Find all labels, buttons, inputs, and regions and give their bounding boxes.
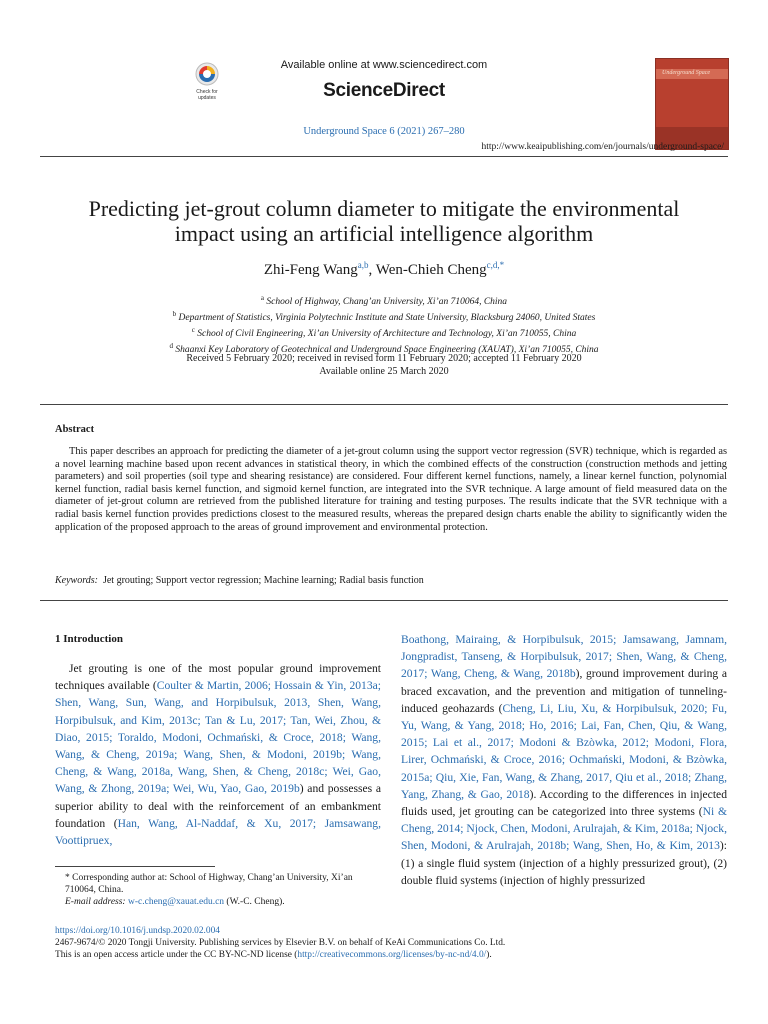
abstract-body: This paper describes an approach for predicting the diameter of a jet-grout column using the support vector regression (SVR) technique, which is regarded as a novel learning machine based upon recent advances in statistical theory, in which the combined effects of the construction (construction methods and jetting parameters) and soil properties (soil type and shearing resistance) are considered. Four different kernel functions, namely, a linear kernel function, polynomial kernel function, radial basis kernel function, and sigmoid kernel function, are integrated into the SVR technique. A large amount of field measured data on the diameter of jet-grout column are retrieved from the published literature for training and testing purposes. The results indicate that the SVR technique with a radial basis kernel function provides predictions closest to the measured results, whereas the prepared design charts enable the ability to significantly widen the application of the proposed approach to the areas of ground improvement and environmental protection. bbox=[55, 446, 727, 533]
citation-link[interactable]: Cheng, Li, Liu, Xu, & Horpibulsuk, 2020; Fu, Yu, Wang, & Yang, 2018; Ho, 2016; Lai, Fan, Chen, Qiu, & Wang, 2015; Lai et al., 2017; Modoni & Bzòwka, 2012; Modoni, Flora, Lirer, Ochmański, & Croce, 2016; Ochmański, Modoni, & Bzòwka, 2015a; Qiu, Xie, Fan, Wang, & Zhang, 2017, Qiu et al., 2018; Zhang, Yang, Zhang, & Gao, 2018 bbox=[401, 701, 727, 801]
publication-info bbox=[55, 925, 735, 961]
available-online-text: Available online at www.sciencedirect.com bbox=[280, 59, 488, 71]
header-divider bbox=[40, 156, 728, 157]
affiliation-line: $^b$ Department of Statistics, Virginia Polytechnic Institute and State University, Blacksburg 24060, United States bbox=[172, 310, 596, 324]
doi-link[interactable]: https://doi.org/10.1016/j.undsp.2020.02.004 bbox=[55, 926, 220, 936]
author-name[interactable]: Wen-Chieh Cheng bbox=[375, 262, 487, 278]
section-heading: 1 Introduction bbox=[55, 633, 123, 645]
author-affiliation-marker[interactable]: a,b bbox=[357, 260, 369, 270]
citation-link[interactable]: Coulter & Martin, 2006; Hossain & Yin, 2013a; Shen, Wang, Sun, Wang, and Horpibulsuk, 2013, Shen, Wang, Horpibulsuk, and Kim, 2013c; Tan & Lu, 2017; Tan, Wei, Zhou, & Diao, 2015; Toraldo, Modoni, Ochmański, & Croce, 2018; Wang, Wang, & Cheng, 2019a; Wang, Shen, & Modoni, 2019b; Wang, Cheng, & Wang, 2018a, Wang, Shen, & Cheng, 2018c; Wei, Gao, Wang, & Zhong, 2019a; Wei, Wu, Yao, Gao, 2019b bbox=[55, 679, 382, 796]
abstract-heading: Abstract bbox=[55, 424, 95, 435]
publisher-name: ScienceDirect bbox=[323, 80, 445, 101]
keywords-divider bbox=[40, 600, 728, 601]
corresponding-author-marker[interactable]: * bbox=[499, 260, 505, 270]
cover-title: Underground Space bbox=[662, 70, 711, 76]
body-column-right: Boathong, Mairaing, & Horpibulsuk, 2015; Jamsawang, Jamnam, Jongpradist, Tanseng, & Horpibulsuk, 2017; Shen, Wang, & Cheng, 2017; Wang, Cheng, & Wang, 2018b), ground improvement during a braced excavation, and the prevention and mitigation of tunneling-induced geohazards (Cheng, Li, Liu, Xu, & Horpibulsuk, 2020; Fu, Yu, Wang, & Yang, 2018; Ho, 2016; Lai, Fan, Chen, Qiu, & Wang, 2015; Lai et al., 2017; Modoni & Bzòwka, 2012; Modoni, Flora, Lirer, Ochmański, & Croce, 2016; Ochmański, Modoni, & Bzòwka, 2015a; Qiu, Xie, Fan, Wang, & Zhang, 2017, Qiu et al., 2018; Zhang, Yang, Zhang, & Gao, 2018). According to the differences in injected fluids used, jet grouting can be categorized into three systems (Ni & Cheng, 2014; Njock, Chen, Modoni, Arulrajah, & Kim, 2018a; Njock, Shen, Modoni, & Arulrajah, 2018b; Wang, Shen, Ho, & Kim, 2013): (1) a single fluid system (injection of a highly pressurized grout), (2) double fluid systems (injection of highly pressurized bbox=[401, 633, 727, 887]
citation-link[interactable]: Han, Wang, Al-Naddaf, & Xu, 2017; Jamsawang, Voottipruex, bbox=[55, 816, 381, 848]
svg-text:updates: updates bbox=[198, 95, 216, 101]
author-separator: , bbox=[368, 262, 376, 278]
copyright-line: 2467-9674/© 2020 Tongji University. Publishing services by Elsevier B.V. on behalf of KeAi Communications Co. Ltd. bbox=[55, 938, 506, 948]
affiliation-line: $^c$ School of Civil Engineering, Xi’an University of Architecture and Technology, Xi’an 710055, China bbox=[191, 326, 577, 340]
abstract-divider bbox=[40, 404, 728, 405]
keywords bbox=[55, 575, 424, 586]
license-link[interactable]: http://creativecommons.org/licenses/by-nc-nd/4.0/ bbox=[297, 950, 487, 960]
journal-reference-link[interactable]: Underground Space 6 (2021) 267–280 bbox=[303, 126, 465, 137]
affiliations bbox=[0, 292, 768, 357]
email-line: E-mail address: w-c.cheng@xauat.edu.cn (W.-C. Cheng). bbox=[65, 897, 285, 907]
footnote bbox=[55, 872, 381, 908]
journal-url: http://www.keaipublishing.com/en/journals/underground-space/ bbox=[481, 142, 724, 152]
article-title: Predicting jet-grout column diameter to mitigate the environmental impact using an artificial intelligence algorithm bbox=[88, 196, 680, 246]
keywords-list: Jet grouting; Support vector regression; Machine learning; Radial basis function bbox=[102, 575, 424, 586]
available-date: Available online 25 March 2020 bbox=[319, 366, 449, 377]
email-link[interactable]: w-c.cheng@xauat.edu.cn bbox=[127, 897, 225, 907]
citation-link[interactable]: Boathong, Mairaing, & Horpibulsuk, 2015; Jamsawang, Jamnam, Jongpradist, Tanseng, & Horpibulsuk, 2017; Shen, Wang, & Cheng, 2017; Wang, Cheng, & Wang, 2018b bbox=[401, 633, 727, 681]
author-name[interactable]: Zhi-Feng Wang bbox=[263, 262, 358, 278]
citation-link[interactable]: Ni & Cheng, 2014; Njock, Chen, Modoni, Arulrajah, & Kim, 2018a; Njock, Shen, Modoni, & Arulrajah, 2018b; Wang, Shen, Ho, & Kim, 2013 bbox=[401, 805, 727, 853]
footnote-divider bbox=[55, 866, 215, 867]
article-dates bbox=[0, 352, 768, 378]
svg-text:Check for: Check for bbox=[196, 89, 218, 95]
license-line: This is an open access article under the CC BY-NC-ND license (http://creativecommons.org/licenses/by-nc-nd/4.0/). bbox=[55, 950, 492, 960]
keywords-label: Keywords: bbox=[55, 575, 98, 586]
corresponding-author-note: * Corresponding author at: School of Highway, Chang’an University, Xi’an 710064, China. bbox=[65, 873, 353, 895]
affiliation-line: $^d$ Shaanxi Key Laboratory of Geotechnical and Underground Space Engineering (XAUAT), Xi’an 710055, China bbox=[169, 342, 599, 356]
author-line bbox=[0, 260, 768, 279]
affiliation-line: $^a$ School of Highway, Chang’an University, Xi’an 710064, China bbox=[260, 294, 508, 308]
received-dates: Received 5 February 2020; received in revised form 11 February 2020; accepted 11 February 2020 bbox=[186, 353, 582, 364]
paragraph: Jet grouting is one of the most popular ground improvement techniques available (Coulter & Martin, 2006; Hossain & Yin, 2013a; Shen, Wang, Sun, Wang, and Horpibulsuk, 2013, Shen, Wang, Horpibulsuk, and Kim, 2013c; Tan & Lu, 2017; Tan, Wei, Zhou, & Diao, 2015; Toraldo, Modoni, Ochmański, & Croce, 2018; Wang, Wang, & Cheng, 2019a; Wang, Shen, & Modoni, 2019b; Wang, Cheng, & Wang, 2018a, Wang, Shen, & Cheng, 2018c; Wei, Gao, Wang, & Zhong, 2019a; Wei, Wu, Yao, Gao, 2019b) and possesses a superior ability to deal with the reinforcement of an embankment foundation (Han, Wang, Al-Naddaf, & Xu, 2017; Jamsawang, Voottipruex, bbox=[55, 662, 382, 848]
body-column-left bbox=[55, 660, 381, 849]
author-affiliation-marker[interactable]: c,d, bbox=[486, 260, 500, 270]
